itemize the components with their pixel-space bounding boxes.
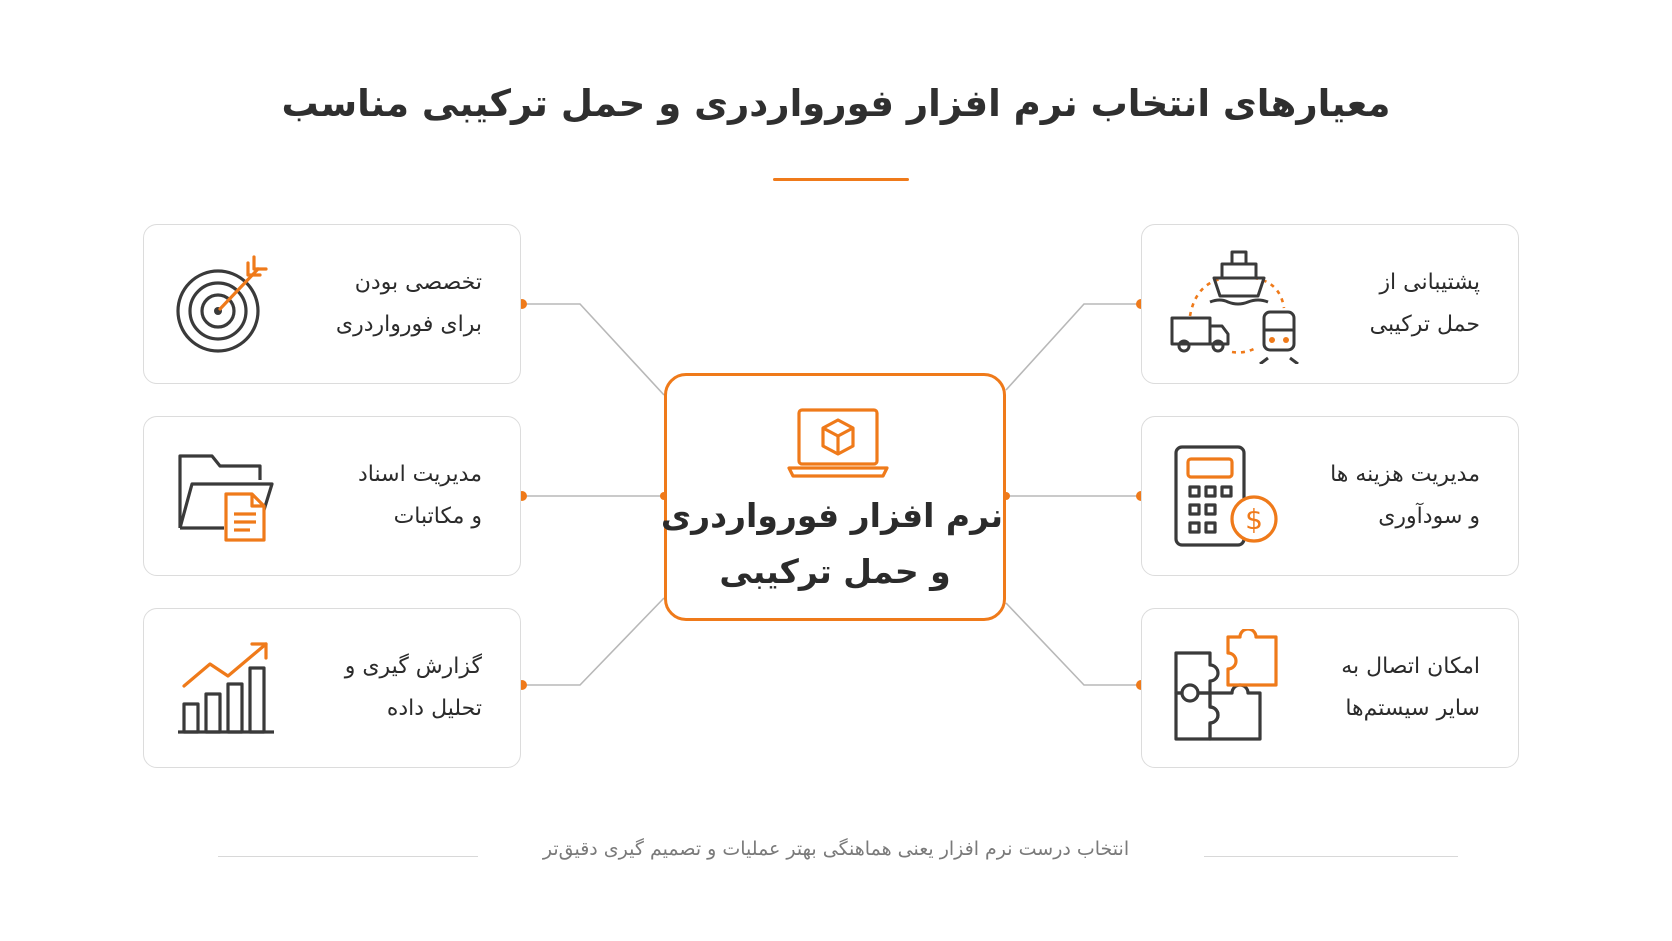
card-text [1330, 417, 1480, 575]
card-line: مدیریت هزینه ها [1330, 462, 1480, 487]
card-text [345, 609, 482, 767]
card-multimodal [1141, 224, 1519, 384]
card-line: برای فورواردری [335, 312, 482, 337]
growth-chart-icon [176, 609, 276, 767]
card-line: و سودآوری [1378, 504, 1480, 529]
card-line: پشتیبانی از [1379, 270, 1480, 295]
ship-truck-train-icon [1170, 225, 1300, 383]
card-text [358, 417, 482, 575]
laptop-cube-icon [787, 406, 889, 484]
footer-note: انتخاب درست نرم افزار یعنی هماهنگی بهتر عملیات و تصمیم گیری دقیق‌تر [542, 838, 1130, 860]
card-line: تحلیل داده [386, 696, 482, 721]
card-line: سایر سیستم‌ها [1345, 696, 1480, 721]
center-line: نرم افزار فورواردری [660, 496, 1003, 535]
card-line: حمل ترکیبی [1369, 312, 1480, 337]
card-text [1341, 609, 1480, 767]
connector-multimodal [1006, 304, 1141, 390]
page-title: معیارهای انتخاب نرم افزار فورواردری و حمل ترکیبی مناسب [281, 82, 1391, 125]
card-documents [143, 416, 521, 576]
connector-integration [1006, 603, 1141, 685]
center-node [660, 373, 1006, 621]
connector-reporting [522, 598, 664, 685]
card-line: تخصصی بودن [354, 270, 482, 295]
svg-text:$: $ [1245, 503, 1263, 536]
card-line: و مکاتبات [393, 504, 482, 529]
card-reporting [143, 608, 521, 768]
card-text [336, 225, 482, 383]
card-line: گزارش گیری و [344, 654, 482, 679]
target-arrow-icon [176, 225, 272, 383]
card-integration [1141, 608, 1519, 768]
center-title [660, 488, 1003, 600]
card-specialized [143, 224, 521, 384]
folder-document-icon [176, 417, 276, 575]
connector-specialized [522, 304, 664, 395]
calculator-dollar-icon [1170, 417, 1280, 575]
puzzle-icon [1170, 609, 1284, 767]
card-line: امکان اتصال به [1341, 654, 1480, 679]
card-line: مدیریت اسناد [358, 462, 482, 487]
card-text [1370, 225, 1480, 383]
card-costs [1141, 416, 1519, 576]
center-line: و حمل ترکیبی [719, 552, 951, 591]
